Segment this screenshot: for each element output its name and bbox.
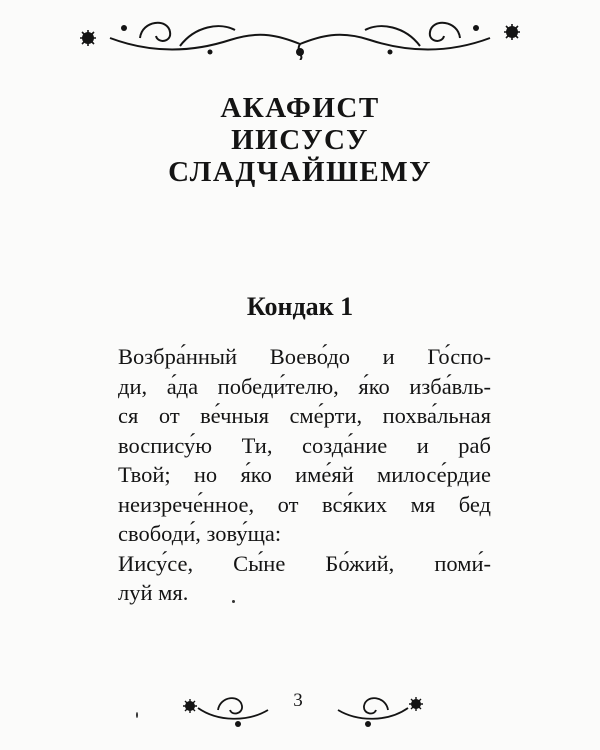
scan-speck (136, 712, 138, 718)
text-line-7: свободи́, зову́ща: (118, 521, 282, 546)
floral-ornament-top-icon (70, 8, 530, 60)
text-line-4: воспису́ю Ти, созда́ние и раб (118, 432, 491, 458)
title-line-3: СЛАДЧАЙШЕМУ (168, 156, 432, 188)
text-line-5: Твой; но я́ко име́яй милосе́рдие (118, 462, 491, 487)
text-line-1: Возбра́нный Воево́до и Го́спо- (118, 344, 491, 369)
text-line-6: неизрече́нное, от вся́ких мя бед (118, 491, 491, 517)
kontakion-heading: Кондак 1 (246, 292, 354, 321)
text-line-8: Иису́се, Сы́не Бо́жий, поми́- (118, 550, 491, 576)
title-line-1: АКАФИСТ (220, 92, 380, 124)
title-line-2: ИИСУСУ (231, 124, 369, 156)
text-line-2: ди, а́да победи́телю, я́ко изба́вль- (118, 373, 491, 399)
kontakion-text (118, 342, 491, 608)
text-line-3: ся от ве́чныя сме́рти, похва́льная (118, 403, 491, 428)
scan-speck (232, 600, 235, 603)
akathist-title (0, 92, 600, 188)
page-number: 3 (293, 690, 303, 711)
text-line-9: луй мя. (118, 580, 189, 605)
